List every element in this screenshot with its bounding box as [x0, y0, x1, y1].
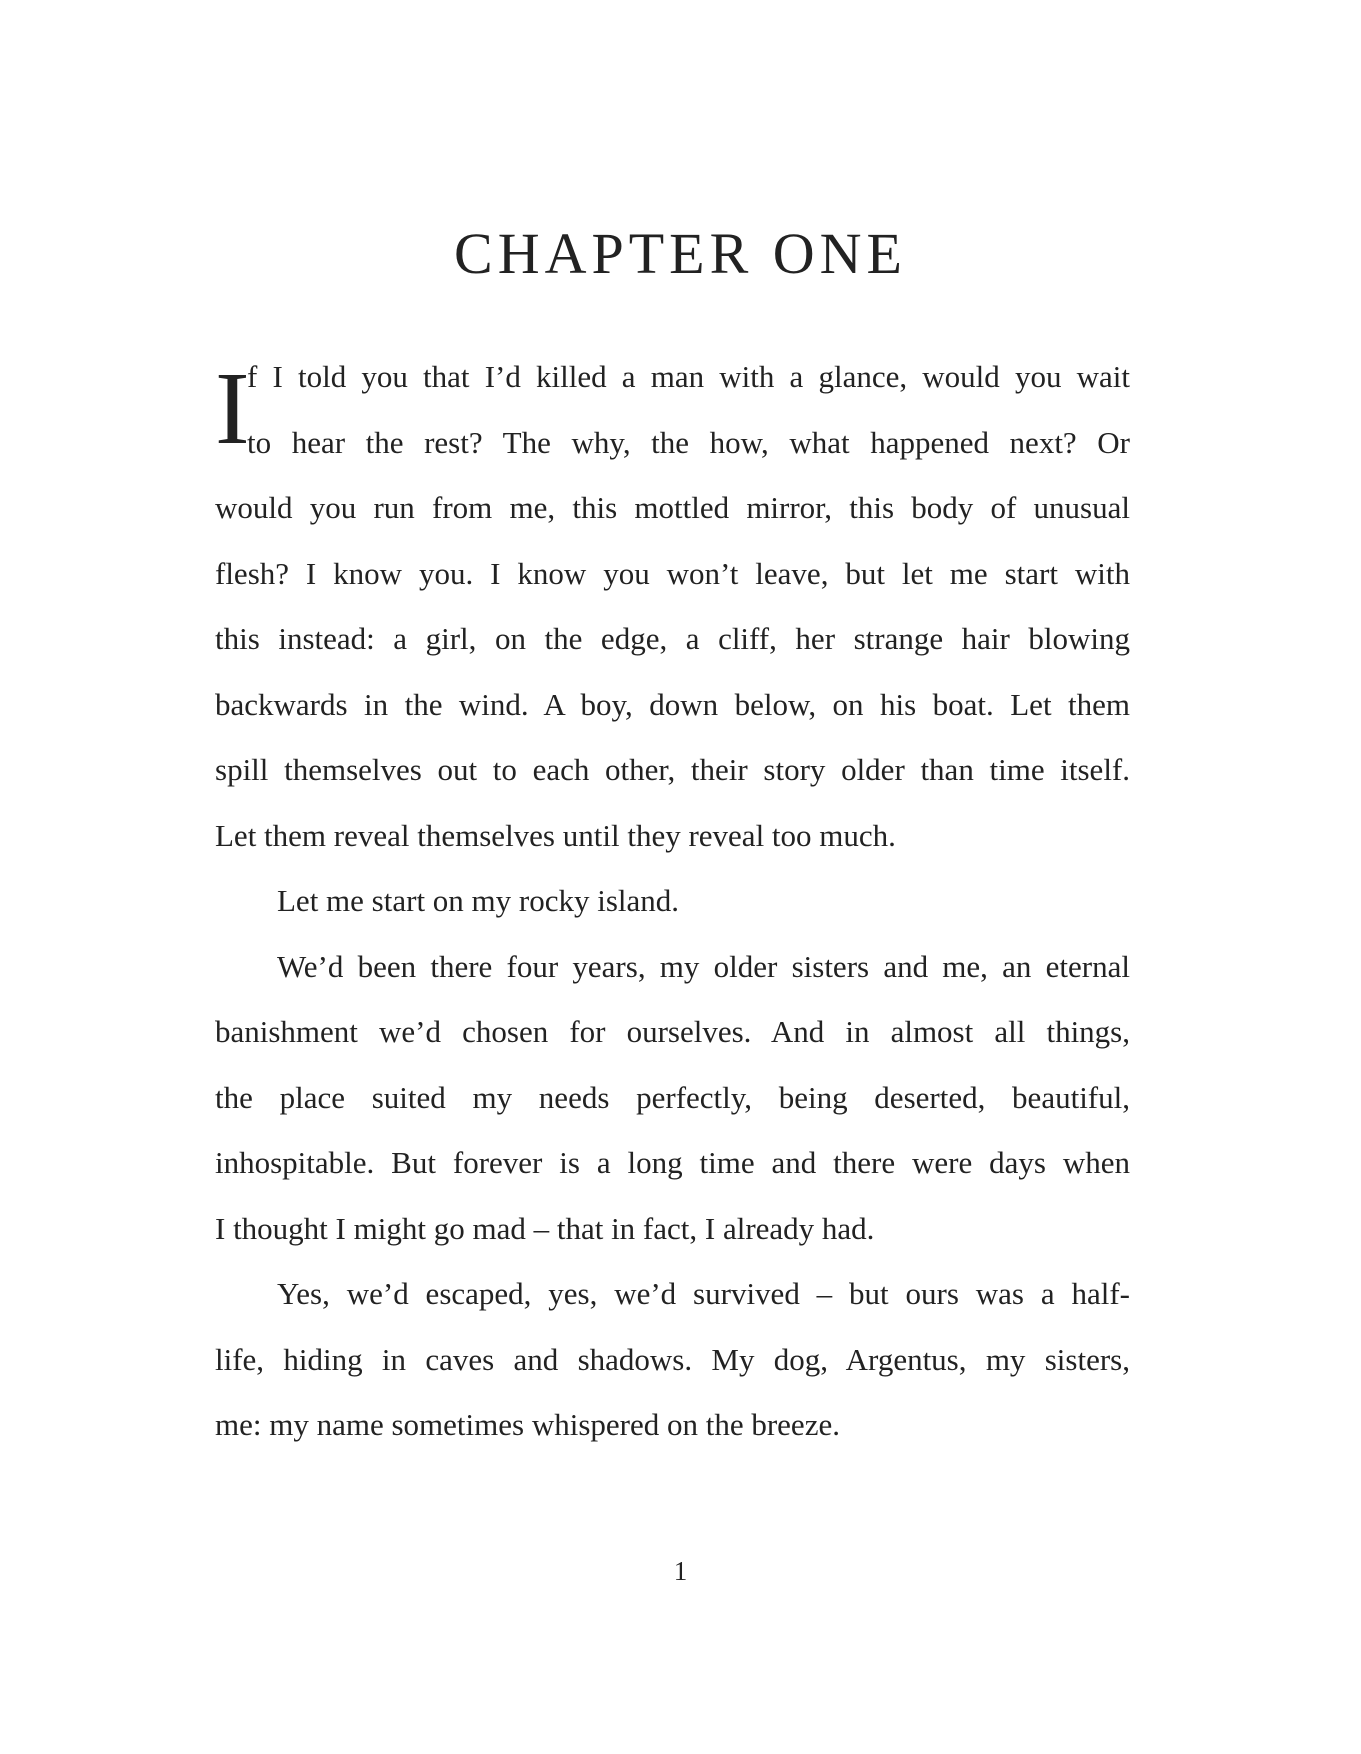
text-line: life, hiding in caves and shadows. My dog, Argentus, my sisters,	[215, 1341, 1130, 1377]
text-line: banishment we’d chosen for ourselves. And in almost all things,	[215, 1014, 1130, 1049]
text-line: Yes, we’d escaped, yes, we’d survived – but ours was a half-	[277, 1276, 1130, 1311]
text-line: this instead: a girl, on the edge, a cliff, her strange hair blowing	[215, 621, 1130, 656]
text-line: Let me start on my rocky island.	[277, 883, 680, 918]
text-line: We’d been there four years, my older sisters and me, an eternal	[277, 948, 1130, 984]
text-line: f I told you that I’d killed a man with a glance, would you wait	[247, 359, 1130, 394]
text-line: Let them reveal themselves until they reveal too much.	[215, 817, 896, 853]
text-line: to hear the rest? The why, the how, what happened next? Or	[247, 424, 1130, 460]
text-line: the place suited my needs perfectly, being deserted, beautiful,	[215, 1079, 1130, 1115]
drop-cap: I	[215, 351, 250, 466]
text-line: I thought I might go mad – that in fact, I already had.	[215, 1210, 875, 1246]
text-line: spill themselves out to each other, their story older than time itself.	[215, 752, 1130, 787]
chapter-text	[215, 351, 1130, 1471]
chapter-title: CHAPTER ONE	[454, 221, 907, 286]
text-line: flesh? I know you. I know you won’t leave, but let me start with	[215, 555, 1130, 591]
text-line: me: my name sometimes whispered on the breeze.	[215, 1407, 840, 1442]
page-number: 1	[673, 1556, 688, 1586]
text-line: would you run from me, this mottled mirror, this body of unusual	[215, 490, 1130, 525]
text-line: inhospitable. But forever is a long time and there were days when	[215, 1145, 1130, 1180]
text-line: backwards in the wind. A boy, down below, on his boat. Let them	[215, 686, 1130, 722]
